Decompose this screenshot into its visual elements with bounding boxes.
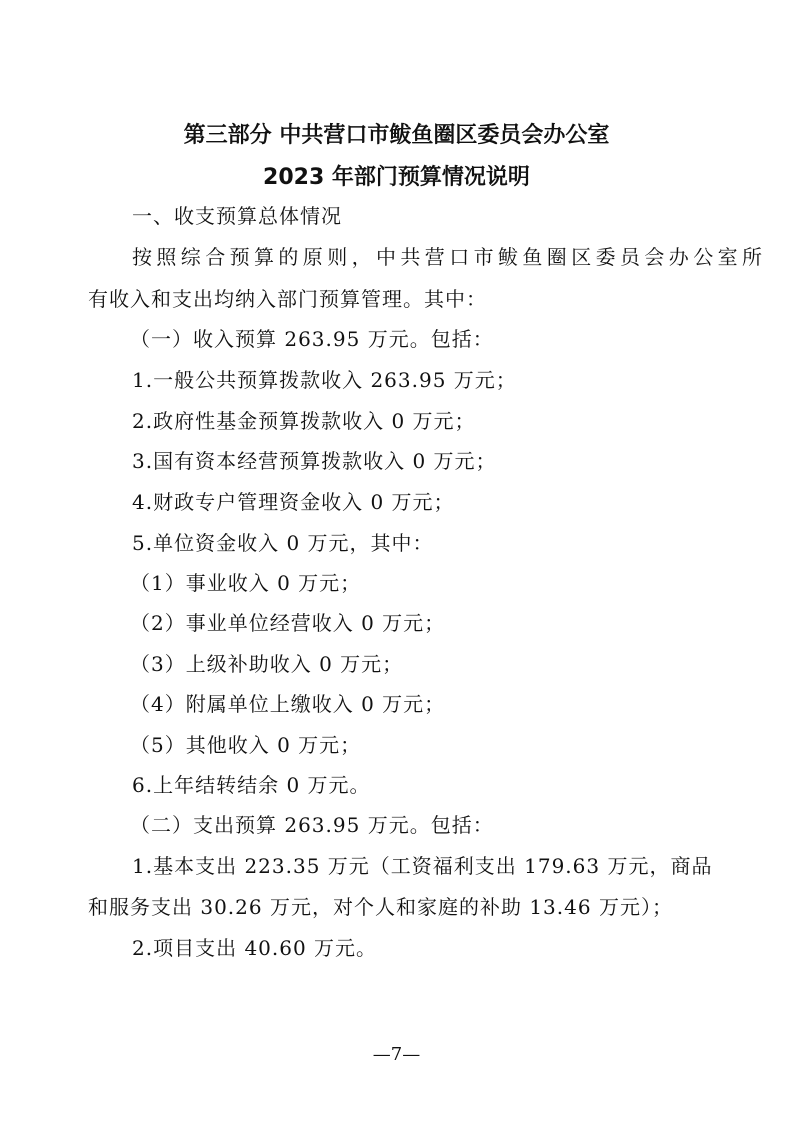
- income-item: 5.单位资金收入 0 万元，其中：: [132, 531, 434, 555]
- expense-item-basic-line-2: 和服务支出 30.26 万元，对个人和家庭的补助 13.46 万元）；: [88, 895, 673, 919]
- expense-item-basic-line-1: 1.基本支出 223.35 万元（工资福利支出 179.63 万元，商品: [132, 854, 713, 878]
- document-title-line-1: 第三部分 中共营口市鲅鱼圈区委员会办公室: [183, 123, 610, 148]
- income-item: 3.国有资本经营预算拨款收入 0 万元；: [132, 449, 497, 473]
- intro-paragraph-line-2: 有收入和支出均纳入部门预算管理。其中：: [88, 287, 487, 311]
- income-item: 6.上年结转结余 0 万元。: [132, 773, 371, 797]
- expense-budget-heading: （二）支出预算 263.95 万元。包括：: [130, 813, 494, 837]
- income-item: 1.一般公共预算拨款收入 263.95 万元；: [132, 368, 517, 392]
- income-item: 2.政府性基金预算拨款收入 0 万元；: [132, 409, 476, 433]
- document-title-line-2: 2023 年部门预算情况说明: [263, 165, 530, 190]
- income-sub-item: （1）事业收入 0 万元；: [130, 571, 362, 595]
- income-sub-item: （5）其他收入 0 万元；: [130, 733, 362, 757]
- section-heading-income-expense: 一、收支预算总体情况: [132, 204, 342, 228]
- income-sub-item: （2）事业单位经营收入 0 万元；: [130, 611, 446, 635]
- page-number: —7—: [372, 1044, 421, 1065]
- income-sub-item: （4）附属单位上缴收入 0 万元；: [130, 692, 446, 716]
- income-sub-item: （3）上级补助收入 0 万元；: [130, 652, 404, 676]
- income-item: 4.财政专户管理资金收入 0 万元；: [132, 490, 455, 514]
- expense-item-project: 2.项目支出 40.60 万元。: [132, 936, 378, 960]
- intro-paragraph-line-1: 按照综合预算的原则，中共营口市鲅鱼圈区委员会办公室所: [132, 245, 767, 269]
- income-budget-heading: （一）收入预算 263.95 万元。包括：: [130, 327, 494, 351]
